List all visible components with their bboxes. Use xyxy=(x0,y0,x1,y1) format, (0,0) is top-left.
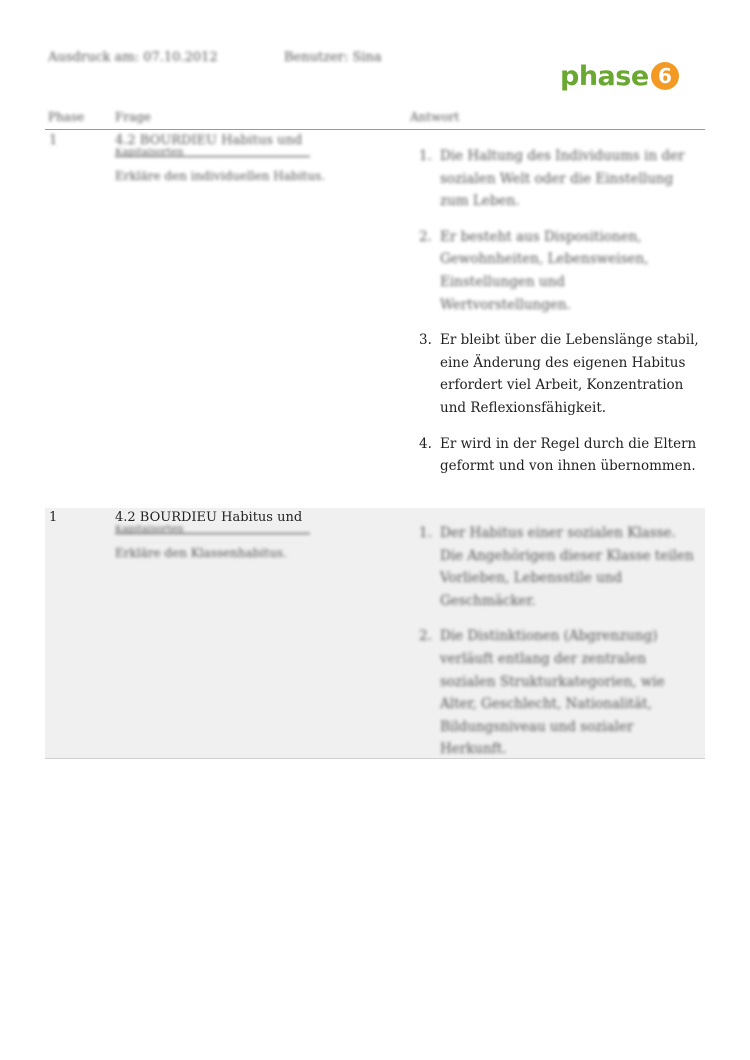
header-divider xyxy=(45,129,705,130)
answer-text: Er wird in der Regel durch die Eltern geformt und von ihnen übernommen. xyxy=(440,435,697,475)
card-title xyxy=(115,510,335,534)
card-title-continuation: Kapitalsorten xyxy=(115,148,310,157)
card-title xyxy=(115,133,335,157)
answer-item xyxy=(419,522,699,612)
card-row xyxy=(45,508,705,759)
answer-number: 3. xyxy=(419,332,432,349)
column-header-phase: Phase xyxy=(48,110,85,124)
column-header-answer: Antwort xyxy=(410,110,460,124)
logo-text: phase xyxy=(560,60,649,92)
answer-text: Die Haltung des Individuums in der sozialen Welt oder die Einstellung zum Leben. xyxy=(440,148,685,210)
answer-list xyxy=(419,522,699,774)
answer-item xyxy=(419,625,699,761)
answer-item xyxy=(419,145,699,213)
answer-text: Er besteht aus Dispositionen, Gewohnheiten, Lebensweisen, Einstellungen und Wertvorstellungen. xyxy=(440,228,649,313)
card-title-line: 4.2 BOURDIEU Habitus und xyxy=(115,133,303,148)
card-question: Erkläre den individuellen Habitus. xyxy=(115,169,325,183)
card-title-line: 4.2 BOURDIEU Habitus und xyxy=(115,510,303,525)
answer-text: Er bleibt über die Lebenslänge stabil, eine Änderung des eigenen Habitus erfordert viel Arbeit, Konzentration und Reflexionsfähigkeit. xyxy=(440,332,699,416)
phase6-logo xyxy=(560,58,679,94)
answer-number: 2. xyxy=(419,628,432,645)
answer-item xyxy=(419,433,699,478)
card-row xyxy=(45,131,705,507)
answer-item xyxy=(419,226,699,316)
answer-text: Der Habitus einer sozialen Klasse. Die Angehörigen dieser Klasse teilen Vorlieben, Lebensstile und Geschmäcker. xyxy=(440,525,694,609)
answer-text: Die Distinktionen (Abgrenzung) verläuft entlang der zentralen sozialen Strukturkategorien, wie Alter, Geschlecht, Nationalität, Bildungsniveau und sozialer Herkunft. xyxy=(440,628,665,758)
card-phase: 1 xyxy=(49,510,58,525)
answer-number: 1. xyxy=(419,525,432,541)
card-title-continuation: Kapitalsorten xyxy=(115,525,310,534)
user-name: Benutzer: Sina xyxy=(284,50,382,65)
card-question: Erkläre den Klassenhabitus. xyxy=(115,546,287,560)
answer-number: 1. xyxy=(419,148,432,164)
answer-list xyxy=(419,145,699,491)
column-header-question: Frage xyxy=(115,110,151,124)
answer-item xyxy=(419,329,699,419)
card-phase: 1 xyxy=(49,133,58,148)
answer-number: 4. xyxy=(419,435,432,452)
answer-number: 2. xyxy=(419,228,432,245)
logo-number-badge: 6 xyxy=(651,62,679,90)
print-date: Ausdruck am: 07.10.2012 xyxy=(48,50,218,65)
